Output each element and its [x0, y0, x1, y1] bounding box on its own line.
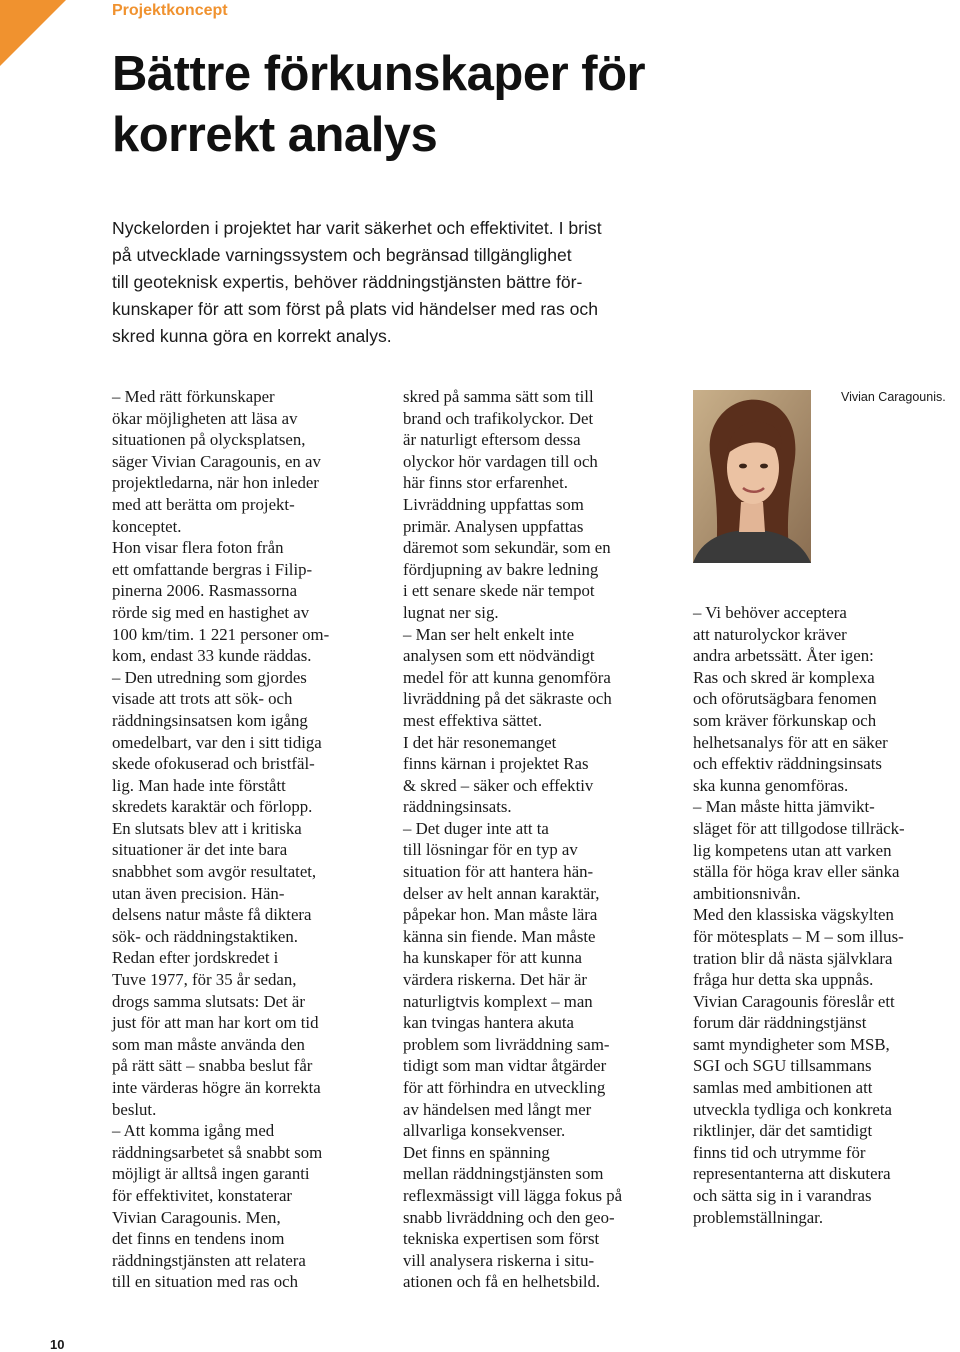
text-line: livräddning på det säkraste och [403, 689, 612, 709]
text-line: fråga hur detta ska uppnås. [693, 970, 874, 990]
ingress-line: kunskaper för att som först på plats vid händelser med ras och [112, 299, 599, 319]
text-line: är naturligt eftersom dessa [403, 430, 581, 450]
text-line: – Det duger inte att ta [403, 818, 549, 838]
text-line: utveckla tydliga och konkreta [693, 1099, 892, 1119]
text-line: allvarliga konsekvenser. [403, 1121, 566, 1141]
text-line: ambitionsnivån. [693, 883, 801, 903]
text-line: mellan räddningstjänsten som [403, 1164, 604, 1184]
text-line: i ett senare skede när tempot [403, 581, 595, 601]
text-line: rörde sig med en hastighet av [112, 602, 310, 622]
text-line: kan tvingas hantera akuta [403, 1013, 575, 1033]
text-line: ökar möjligheten att läsa av [112, 408, 298, 428]
text-line: andra arbetssätt. Åter igen: [693, 646, 874, 666]
body-column-2 [403, 386, 675, 1293]
text-line: ha kunskaper för att kunna [403, 948, 582, 968]
text-line: sök- och räddningstaktiken. [112, 926, 298, 946]
text-line: samt myndigheter som MSB, [693, 1034, 890, 1054]
ingress-line: på utvecklade varningssystem och begränsad tillgänglighet [112, 245, 572, 265]
text-line: det finns en tendens inom [112, 1229, 285, 1249]
text-line: som kräver förkunskap och [693, 710, 877, 730]
text-line: lig. Man hade inte förstått [112, 775, 286, 795]
text-line: riktlinjer, där det samtidigt [693, 1121, 873, 1141]
text-line: primär. Analysen uppfattas [403, 516, 584, 536]
text-line: – Den utredning som gjordes [112, 667, 307, 687]
section-kicker: Projektkoncept [112, 2, 228, 19]
text-line: Tuve 1977, för 35 år sedan, [112, 970, 297, 990]
text-line: med att berätta om projekt- [112, 494, 295, 514]
text-line: för mötesplats – M – som illus- [693, 926, 904, 946]
text-line: snabb livräddning och den geo- [403, 1207, 615, 1227]
text-line: medel för att kunna genomföra [403, 667, 611, 687]
text-line: skred på samma sätt som till [403, 387, 594, 406]
text-line: brand och trafikolyckor. Det [403, 408, 594, 428]
text-line: tekniska expertisen som först [403, 1229, 600, 1249]
text-line: pinerna 2006. Rasmassorna [112, 581, 298, 601]
text-line: ställa för höga krav eller sänka [693, 862, 900, 882]
text-line: till en situation med ras och [112, 1272, 298, 1292]
text-line: problem som livräddning sam- [403, 1034, 610, 1054]
text-line: delser av helt annan karaktär, [403, 883, 600, 903]
text-line: olyckor hör vardagen till och [403, 451, 598, 471]
text-line: värdera riskerna. Det här är [403, 970, 588, 990]
text-line: visade att trots att sök- och [112, 689, 293, 709]
text-line: möjligt är alltså ingen garanti [112, 1164, 310, 1184]
ingress-paragraph [112, 215, 672, 350]
text-line: – Vi behöver acceptera [693, 603, 847, 622]
title-line: korrekt analys [112, 108, 438, 162]
text-line: och sätta sig in i varandras [693, 1186, 872, 1206]
ingress-line: skred kunna göra en korrekt analys. [112, 326, 392, 346]
text-line: konceptet. [112, 516, 182, 536]
text-line: här finns stor erfarenhet. [403, 473, 568, 493]
text-line: Det finns en spänning [403, 1142, 550, 1162]
text-line: till lösningar för en typ av [403, 840, 578, 860]
text-line: lugnat ner sig. [403, 602, 499, 622]
text-line: samlas med ambitionen att [693, 1078, 873, 1098]
text-line: Hon visar flera foton från [112, 538, 284, 558]
text-line: – Med rätt förkunskaper [112, 387, 275, 406]
text-line: säger Vivian Caragounis, en av [112, 451, 321, 471]
text-line: situation för att hantera hän- [403, 862, 594, 882]
text-line: kom, endast 33 kunde räddas. [112, 646, 312, 666]
text-line: vill analysera riskerna i situ- [403, 1250, 595, 1270]
text-line: omedelbart, var den i sitt tidiga [112, 732, 322, 752]
text-line: som man måste använda den [112, 1034, 305, 1054]
ingress-line: till geoteknisk expertis, behöver räddningstjänsten bättre för- [112, 272, 583, 292]
text-line: tration blir då nästa självklara [693, 948, 893, 968]
text-line: lig kompetens utan att varken [693, 840, 892, 860]
text-line: ett omfattande bergras i Filip- [112, 559, 313, 579]
text-line: ska kunna genomföras. [693, 775, 849, 795]
text-line: forum där räddningstjänst [693, 1013, 867, 1033]
ingress-line: Nyckelorden i projektet har varit säkerhet och effektivitet. I brist [112, 218, 602, 238]
text-line: däremot som sekundär, som en [403, 538, 611, 558]
portrait-illustration [693, 390, 811, 563]
text-line: för effektivitet, konstaterar [112, 1185, 293, 1205]
text-line: för att förhindra en utveckling [403, 1078, 606, 1097]
text-line: att naturolyckor kräver [693, 624, 847, 644]
text-line: beslut. [112, 1099, 157, 1119]
text-line: reflexmässigt vill lägga fokus på [403, 1185, 623, 1205]
text-line: skede ofokuserad och bristfäl- [112, 754, 315, 774]
text-line: utan även precision. Hän- [112, 883, 285, 903]
text-line: ationen och få en helhetsbild. [403, 1272, 601, 1292]
text-line: Livräddning uppfattas som [403, 494, 584, 514]
text-line: fördjupning av bakre ledning [403, 559, 599, 579]
text-line: på rätt sätt – snabba beslut får [112, 1056, 313, 1076]
text-line: situationer är det inte bara [112, 840, 288, 860]
corner-accent-triangle [0, 0, 66, 66]
text-line: naturligtvis komplext – man [403, 991, 593, 1011]
body-column-3 [693, 602, 960, 1228]
text-line: projektledarna, när hon inleder [112, 473, 319, 493]
text-line: En slutsats blev att i kritiska [112, 818, 302, 838]
text-line: drogs samma slutsats: Det är [112, 991, 305, 1011]
text-line: Redan efter jordskredet i [112, 948, 279, 968]
page-title [112, 44, 645, 166]
text-line: och oförutsägbara fenomen [693, 689, 877, 709]
text-line: situationen på olycksplatsen, [112, 430, 306, 450]
text-line: räddningsinsats. [403, 797, 512, 817]
text-line: Vivian Caragounis. Men, [112, 1207, 281, 1227]
text-line: räddningsarbetet så snabbt som [112, 1142, 323, 1162]
text-line: Med den klassiska vägskylten [693, 905, 894, 925]
text-line: känna sin fiende. Man måste [403, 926, 596, 946]
text-line: helhetsanalys för att en säker [693, 732, 888, 752]
text-line: tidigt som man vidtar åtgärder [403, 1056, 607, 1076]
text-line: skredets karaktär och förlopp. [112, 797, 313, 817]
text-line: problemställningar. [693, 1207, 824, 1227]
text-line: släget för att tillgodose tillräck- [693, 818, 905, 838]
text-line: – Man ser helt enkelt inte [403, 624, 575, 644]
page-number: 10 [50, 1337, 65, 1352]
text-line: 100 km/tim. 1 221 personer om- [112, 624, 330, 644]
text-line: mest effektiva sättet. [403, 710, 543, 730]
text-line: finns kärnan i projektet Ras [403, 754, 589, 774]
text-line: & skred – säker och effektiv [403, 775, 594, 795]
text-line: snabbhet som avgör resultatet, [112, 862, 317, 882]
text-line: SGI och SGU tillsammans [693, 1056, 872, 1076]
text-line: analysen som ett nödvändigt [403, 646, 595, 666]
text-line: delsens natur måste få diktera [112, 905, 312, 925]
text-line: Ras och skred är komplexa [693, 667, 875, 687]
text-line: räddningsinsatsen kom igång [112, 710, 308, 730]
title-line: Bättre förkunskaper för [112, 47, 646, 101]
text-line: påpekar hon. Man måste lära [403, 905, 598, 925]
text-line: representanterna att diskutera [693, 1164, 891, 1184]
text-line: – Att komma igång med [112, 1121, 275, 1141]
text-line: – Man måste hitta jämvikt- [693, 797, 875, 817]
portrait-photo [693, 390, 811, 563]
text-line: och effektiv räddningsinsats [693, 754, 882, 774]
text-line: I det här resonemanget [403, 732, 557, 752]
text-line: Vivian Caragounis föreslår ett [693, 991, 895, 1011]
text-line: räddningstjänsten att relatera [112, 1250, 306, 1270]
text-line: finns tid och utrymme för [693, 1142, 866, 1162]
body-column-1 [112, 386, 384, 1293]
photo-caption: Vivian Caragounis. [841, 390, 946, 404]
text-line: inte värderas högre än korrekta [112, 1078, 321, 1097]
text-line: av händelsen med långt mer [403, 1099, 592, 1119]
text-line: just för att man har kort om tid [112, 1013, 319, 1033]
